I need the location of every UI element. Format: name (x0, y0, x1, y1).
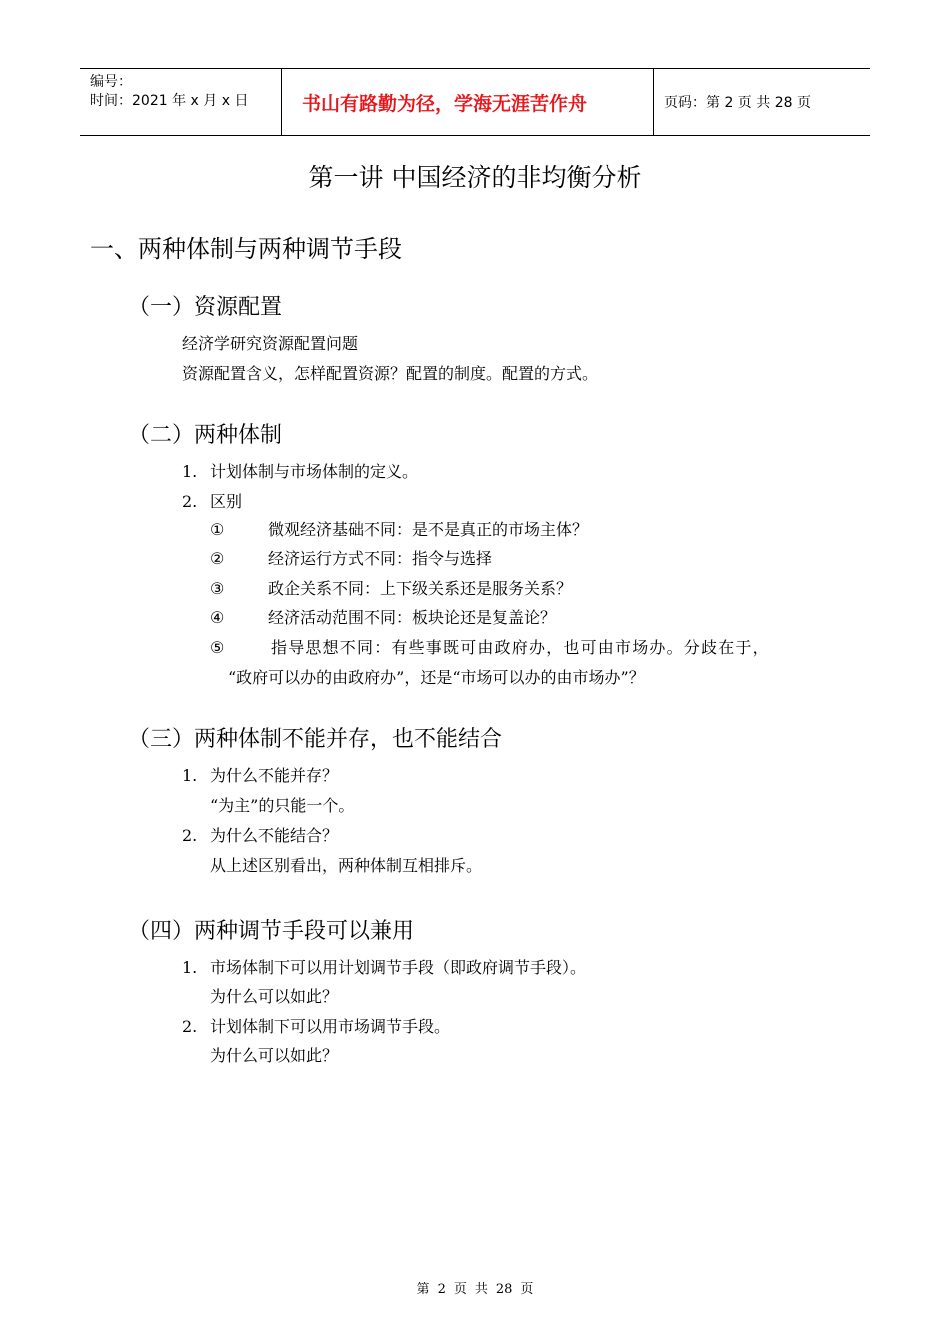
circled-list-item (210, 636, 770, 660)
list-number: 1. (182, 766, 198, 785)
footer-text: 第 (416, 1282, 430, 1297)
list-text: 计划体制下可以用市场调节手段。 (210, 1017, 451, 1036)
circled-number: ④ (210, 608, 225, 627)
list-number: 1. (182, 462, 198, 481)
document-number-label: 编号： (90, 74, 132, 90)
page-footer (0, 1280, 950, 1300)
list-item (182, 490, 242, 514)
list-text: 市场体制下可以用计划调节手段（即政府调节手段）。 (210, 958, 587, 977)
list-text: 为什么不能结合？ (210, 826, 339, 845)
list-detail: 从上述区别看出，两种体制互相排斥。 (210, 856, 483, 875)
list-item (182, 764, 338, 788)
header-page-label: 页码：第 2 页 共 28 页 (664, 95, 811, 111)
list-item (182, 956, 586, 980)
circled-item-text: 经济活动范围不同：板块论还是复盖论？ (268, 608, 557, 627)
circled-list-item (210, 606, 556, 630)
subsection-heading-3: （三）两种体制不能并存，也不能结合 (128, 727, 503, 752)
circled-item-text: 经济运行方式不同：指令与选择 (268, 549, 493, 568)
document-time-label: 时间：2021 年 x 月 x 日 (90, 93, 249, 109)
circled-list-item (210, 577, 572, 601)
footer-text: 共 (474, 1282, 488, 1297)
list-text: 区别 (210, 492, 243, 511)
footer-text: 页 (453, 1282, 467, 1297)
header-meta-cell (80, 69, 282, 135)
circled-list-item (210, 547, 492, 571)
list-item (182, 1015, 450, 1039)
list-item (182, 824, 338, 848)
list-number: 2. (182, 1017, 198, 1036)
header-motto: 书山有路勤为径，学海无涯苦作舟 (282, 69, 654, 135)
subsection-heading-1: （一）资源配置 (128, 295, 283, 320)
header-table (80, 68, 870, 136)
list-detail: 为什么可以如此？ (210, 987, 339, 1006)
paragraph-line: 资源配置含义，怎样配置资源？配置的制度。配置的方式。 (182, 364, 599, 383)
footer-total-pages: 28 (495, 1282, 513, 1297)
paragraph-line: 经济学研究资源配置问题 (182, 334, 359, 353)
circled-list-item (210, 518, 588, 542)
circled-item-text: 指导思想不同：有些事既可由政府办，也可由市场办。分歧在于， (271, 638, 770, 657)
section-heading-1: 一、两种体制与两种调节手段 (90, 235, 402, 263)
subsection-heading-4: （四）两种调节手段可以兼用 (128, 919, 415, 944)
circled-number: ③ (210, 579, 225, 598)
list-item (182, 460, 418, 484)
list-detail: 为什么可以如此？ (210, 1046, 339, 1065)
lecture-title: 第一讲 中国经济的非均衡分析 (308, 163, 642, 192)
circled-item-text: 政企关系不同：上下级关系还是服务关系？ (268, 579, 573, 598)
footer-text: 页 (520, 1282, 534, 1297)
list-number: 2. (182, 826, 198, 845)
footer-page-number: 2 (437, 1282, 446, 1297)
list-number: 2. (182, 492, 198, 511)
list-text: 计划体制与市场体制的定义。 (210, 462, 419, 481)
list-text: 为什么不能并存？ (210, 766, 339, 785)
continuation-line: “政府可以办的由政府办”，还是“市场可以办的由市场办”？ (228, 668, 645, 687)
circled-number: ② (210, 549, 225, 568)
circled-number: ① (210, 520, 225, 539)
subsection-heading-2: （二）两种体制 (128, 423, 283, 448)
list-detail: “为主”的只能一个。 (210, 796, 355, 815)
circled-item-text: 微观经济基础不同：是不是真正的市场主体？ (268, 520, 589, 539)
circled-number: ⑤ (210, 638, 226, 657)
list-number: 1. (182, 958, 198, 977)
